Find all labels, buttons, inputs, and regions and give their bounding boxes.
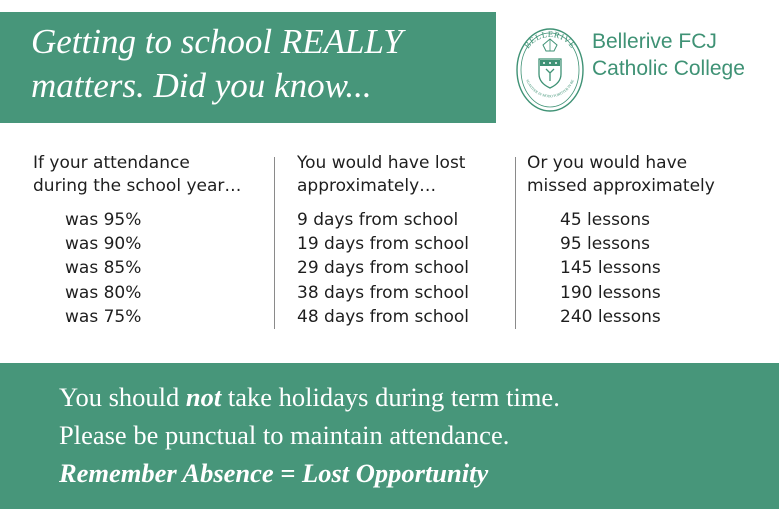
punctuality-notice: Please be punctual to maintain attendance.	[59, 420, 510, 450]
attendance-column	[33, 152, 241, 329]
list-item: 45 lessons	[560, 210, 650, 230]
lessons-missed-heading-line-1: Or you would have	[527, 153, 688, 173]
lessons-missed-list	[527, 208, 715, 329]
list-item: 95 lessons	[560, 234, 650, 255]
days-lost-list	[297, 208, 469, 329]
days-lost-heading-line-1: You would have lost	[297, 153, 466, 173]
list-item: was 80%	[65, 282, 142, 303]
holiday-notice-end: take holidays during term time.	[221, 382, 560, 412]
days-lost-heading	[297, 152, 469, 198]
footer-message	[59, 378, 560, 492]
attendance-heading	[33, 152, 241, 198]
days-lost-column	[297, 152, 469, 329]
list-item: 48 days from school	[297, 306, 470, 327]
college-name-line-1: Bellerive FCJ	[592, 30, 717, 53]
lessons-missed-heading-line-2: missed approximately	[527, 176, 715, 196]
list-item: 190 lessons	[560, 282, 661, 303]
crest-motto: SUAVITER IN MODO FORTITER IN RE	[525, 78, 575, 99]
attendance-heading-line-2: during the school year…	[33, 176, 242, 196]
list-item: 9 days from school	[297, 210, 459, 230]
list-item: 19 days from school	[297, 234, 470, 255]
college-name	[592, 28, 745, 82]
list-item: 38 days from school	[297, 282, 470, 303]
headline	[31, 20, 491, 108]
school-crest-icon	[515, 25, 585, 115]
tagline: Remember Absence = Lost Opportunity	[59, 458, 489, 488]
holiday-notice-start: You should	[59, 382, 186, 412]
column-divider	[515, 157, 516, 329]
list-item: 29 days from school	[297, 258, 470, 279]
holiday-notice	[59, 378, 560, 416]
list-item: was 75%	[65, 306, 142, 327]
lessons-missed-column	[527, 152, 715, 329]
days-lost-heading-line-2: approximately…	[297, 176, 437, 196]
list-item: 145 lessons	[560, 258, 661, 279]
list-item: was 95%	[65, 210, 142, 230]
attendance-heading-line-1: If your attendance	[33, 153, 190, 173]
list-item: 240 lessons	[560, 306, 661, 327]
list-item: was 90%	[65, 234, 142, 255]
crest-top-text: BELLERIVE	[521, 28, 579, 51]
holiday-notice-emphasis: not	[185, 382, 222, 412]
list-item: was 85%	[65, 258, 142, 279]
headline-line-1: Getting to school REALLY	[31, 22, 403, 61]
headline-line-2: matters. Did you know...	[31, 66, 372, 105]
lessons-missed-heading	[527, 152, 715, 198]
column-divider	[274, 157, 275, 329]
attendance-list	[33, 208, 241, 329]
college-name-line-2: Catholic College	[592, 57, 745, 80]
